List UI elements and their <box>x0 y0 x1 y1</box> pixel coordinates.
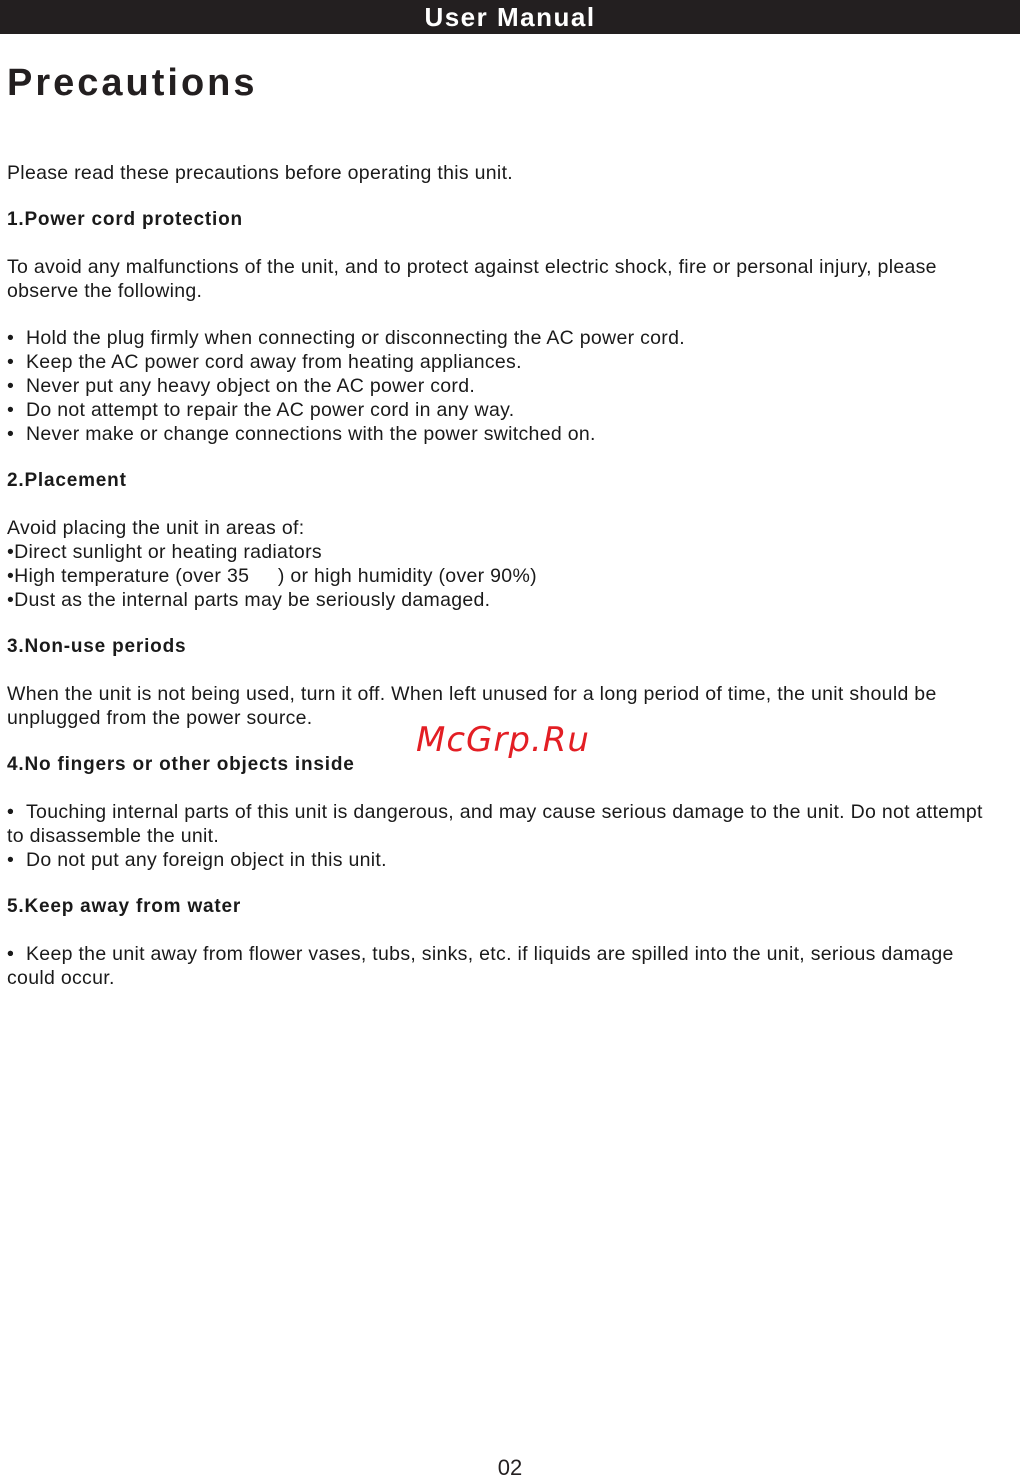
list-item: •High temperature (over 35 ) or high humidity (over 90%) <box>7 565 537 587</box>
section-text: To avoid any malfunctions of the unit, and to protect against electric shock, fire or personal injury, please observe the following. <box>7 256 937 302</box>
header-title: User Manual <box>424 2 596 32</box>
list-item: •Dust as the internal parts may be seriously damaged. <box>7 589 491 611</box>
section-no-fingers <box>7 753 1002 872</box>
bullet-item <box>7 800 1002 848</box>
bullet-list <box>7 326 1002 446</box>
bullet-item: • Hold the plug firmly when connecting or disconnecting the AC power cord. <box>7 326 1002 350</box>
bullet-item <box>7 942 1002 990</box>
section-heading: 2.Placement <box>7 470 127 491</box>
section-heading: 5.Keep away from water <box>7 896 242 917</box>
document-body <box>7 161 1002 1013</box>
section-heading: 1.Power cord protection <box>7 209 243 230</box>
bullet-text: Touching internal parts of this unit is dangerous, and may cause serious damage to the unit. Do not attempt to disassemble the unit. <box>7 801 983 847</box>
bullet-dot: • <box>7 943 15 965</box>
section-non-use-periods <box>7 635 1002 730</box>
bullet-dot: • <box>7 801 15 823</box>
header-bar <box>0 0 1020 34</box>
page-number: 02 <box>497 1455 523 1480</box>
bullet-text: Keep the unit away from flower vases, tubs, sinks, etc. if liquids are spilled into the unit, serious damage could occur. <box>7 943 954 989</box>
bullet-list <box>7 942 1002 990</box>
section-heading: 4.No fingers or other objects inside <box>7 754 355 775</box>
bullet-list <box>7 540 1002 612</box>
bullet-item: • Never make or change connections with the power switched on. <box>7 422 1002 446</box>
list-item: •Direct sunlight or heating radiators <box>7 541 322 563</box>
bullet-item: • Do not attempt to repair the AC power cord in any way. <box>7 398 1002 422</box>
bullet-item: • Never put any heavy object on the AC power cord. <box>7 374 1002 398</box>
section-placement <box>7 469 1002 612</box>
section-text: Avoid placing the unit in areas of: <box>7 517 305 539</box>
bullet-item: • Keep the AC power cord away from heating appliances. <box>7 350 1002 374</box>
section-heading: 3.Non-use periods <box>7 636 187 657</box>
bullet-list <box>7 800 1002 872</box>
watermark: McGrp.Ru <box>416 720 590 760</box>
bullet-item: • Do not put any foreign object in this unit. <box>7 848 1002 872</box>
section-text: When the unit is not being used, turn it off. When left unused for a long period of time, the unit should be unplugged from the power source. <box>7 683 937 729</box>
page-title: Precautions <box>7 62 258 104</box>
intro-text: Please read these precautions before operating this unit. <box>7 162 513 184</box>
section-keep-away-water <box>7 895 1002 990</box>
section-power-cord <box>7 208 1002 446</box>
